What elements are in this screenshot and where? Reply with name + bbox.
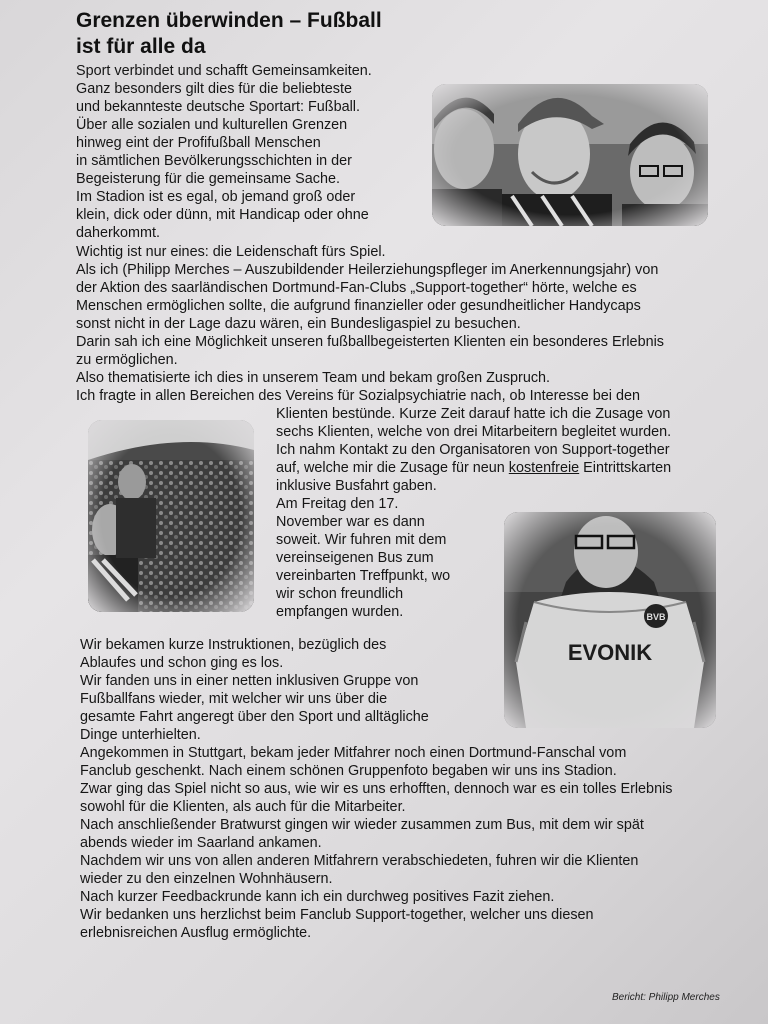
text-line: Also thematisierte ich dies in unserem Team und bekam großen Zuspruch. bbox=[76, 370, 551, 386]
text-line: Wir bedanken uns herzlichst beim Fanclub Support-together, welcher uns diesen bbox=[80, 907, 594, 923]
text-line: Sport verbindet und schafft Gemeinsamkeiten. bbox=[76, 63, 372, 79]
stadium-crowd-photo bbox=[88, 420, 254, 612]
text-line: vereinbarten Treffpunkt, wo bbox=[276, 568, 451, 584]
text-line: empfangen wurden. bbox=[276, 604, 404, 620]
text-line: daherkommt. bbox=[76, 225, 160, 241]
text-line: wieder zu den einzelnen Wohnhäusern. bbox=[80, 871, 333, 887]
text-line: inklusive Busfahrt gaben. bbox=[276, 478, 437, 494]
text-line: klein, dick oder dünn, mit Handicap oder ohne bbox=[76, 207, 369, 223]
text-line: hinweg eint der Profifußball Menschen bbox=[76, 135, 321, 151]
text-line: sechs Klienten, welche von drei Mitarbeitern begleitet wurden. bbox=[276, 424, 672, 440]
text-line: Ich fragte in allen Bereichen des Vereins für Sozialpsychiatrie nach, ob Interesse bei den bbox=[76, 388, 640, 404]
text-line: der Aktion des saarländischen Dortmund-Fan-Clubs „Support-together“ hörte, welche es bbox=[76, 280, 637, 296]
text-line: Nach kurzer Feedbackrunde kann ich ein durchweg positives Fazit ziehen. bbox=[80, 889, 555, 905]
article-title bbox=[76, 8, 382, 60]
text-line: Ich nahm Kontakt zu den Organisatoren von Support-together bbox=[276, 442, 670, 458]
text-line: Ablaufes und schon ging es los. bbox=[80, 655, 284, 671]
text-line: Wir bekamen kurze Instruktionen, bezüglich des bbox=[80, 637, 387, 653]
text-line: Darin sah ich eine Möglichkeit unseren fußballbegeisterten Klienten ein besonderes Erlebnis bbox=[76, 334, 664, 350]
text-line: Wichtig ist nur eines: die Leidenschaft fürs Spiel. bbox=[76, 244, 386, 260]
text-line: abends wieder im Saarland ankamen. bbox=[80, 835, 322, 851]
text-line: Fanclub geschenkt. Nach einem schönen Gruppenfoto begaben wir uns ins Stadion. bbox=[80, 763, 617, 779]
text-line: Als ich (Philipp Merches – Auszubildender Heilerziehungspfleger im Anerkennungsjahr) von bbox=[76, 262, 659, 278]
underlined-word: kostenfreie bbox=[508, 460, 580, 476]
text-line: sowohl für die Klienten, als auch für die Mitarbeiter. bbox=[80, 799, 406, 815]
text-line: Nach anschließender Bratwurst gingen wir wieder zusammen zum Bus, mit dem wir spät bbox=[80, 817, 644, 833]
text-line: Am Freitag den 17. bbox=[276, 496, 399, 512]
text-line: Wir fanden uns in einer netten inklusiven Gruppe von bbox=[80, 673, 419, 689]
text-line: sonst nicht in der Lage dazu wären, ein Bundesligaspiel zu besuchen. bbox=[76, 316, 521, 332]
text-line: Angekommen in Stuttgart, bekam jeder Mitfahrer noch einen Dortmund-Fanschal vom bbox=[80, 745, 627, 761]
text-segment: Eintrittskarten bbox=[579, 460, 672, 476]
group-selfie-photo bbox=[432, 84, 708, 226]
title-line-1: Grenzen überwinden – Fußball bbox=[76, 9, 382, 32]
text-line: Fußballfans wieder, mit welcher wir uns über die bbox=[80, 691, 388, 707]
fan-in-jersey-photo bbox=[504, 512, 716, 728]
text-line: vereinseigenen Bus zum bbox=[276, 550, 434, 566]
text-line: Im Stadion ist es egal, ob jemand groß oder bbox=[76, 189, 356, 205]
text-line: Begeisterung für die gemeinsame Sache. bbox=[76, 171, 340, 187]
text-line: zu ermöglichen. bbox=[76, 352, 178, 368]
text-line: wir schon freundlich bbox=[276, 586, 404, 602]
text-segment: auf, welche mir die Zusage für neun bbox=[276, 460, 505, 476]
text-line: Ganz besonders gilt dies für die beliebteste bbox=[76, 81, 352, 97]
text-line: und bekannteste deutsche Sportart: Fußball. bbox=[76, 99, 360, 115]
text-line: erlebnisreichen Ausflug ermöglichte. bbox=[80, 925, 312, 941]
text-line: Zwar ging das Spiel nicht so aus, wie wir es uns erhofften, dennoch war es ein tolles Erlebnis bbox=[80, 781, 673, 797]
text-line: gesamte Fahrt angeregt über den Sport und alltägliche bbox=[80, 709, 429, 725]
text-line: soweit. Wir fuhren mit dem bbox=[276, 532, 447, 548]
text-line: Menschen ermöglichen sollte, die aufgrund finanzieller oder gesundheitlicher Handycaps bbox=[76, 298, 641, 314]
text-line: Dinge unterhielten. bbox=[80, 727, 201, 743]
text-line: Nachdem wir uns von allen anderen Mitfahrern verabschiedeten, fuhren wir die Klienten bbox=[80, 853, 639, 869]
text-line: Über alle sozialen und kulturellen Grenzen bbox=[76, 117, 348, 133]
text-line: November war es dann bbox=[276, 514, 425, 530]
title-line-2: ist für alle da bbox=[76, 35, 206, 58]
text-line: Klienten bestünde. Kurze Zeit darauf hatte ich die Zusage von bbox=[276, 406, 671, 422]
text-line: in sämtlichen Bevölkerungsschichten in der bbox=[76, 153, 352, 169]
author-credit: Bericht: Philipp Merches bbox=[612, 992, 720, 1003]
text-line bbox=[276, 460, 671, 478]
